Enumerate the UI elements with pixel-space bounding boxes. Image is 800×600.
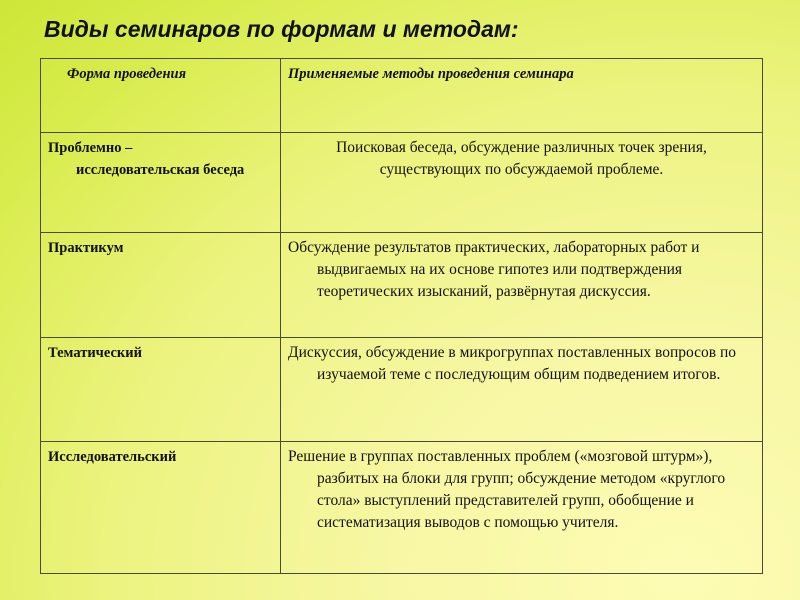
table-row: [41, 442, 763, 574]
row-form: [41, 133, 281, 233]
row-methods: Обсуждение результатов практических, лабораторных работ и выдвигаемых на их основе гипотез или подтверждения теоретических изысканий, развёрнутая дискуссия.: [281, 233, 763, 338]
seminar-forms-table: [40, 58, 763, 574]
row-methods: Решение в группах поставленных проблем («мозговой штурм»), разбитых на блоки для групп; обсуждение методом «круглого стола» выступлений представителей групп, обобщение и систематизация выводов с помощью учителя.: [281, 442, 763, 574]
row-form: Исследовательский: [41, 442, 281, 574]
table-row: [41, 338, 763, 442]
row-methods: Поисковая беседа, обсуждение различных точек зрения, существующих по обсуждаемой проблеме.: [281, 133, 763, 233]
table-row: [41, 233, 763, 338]
row-form: Тематический: [41, 338, 281, 442]
table-header-row: [41, 59, 763, 133]
slide-title: Виды семинаров по формам и методам:: [44, 16, 519, 42]
row-form: Практикум: [41, 233, 281, 338]
table-row: [41, 133, 763, 233]
row-form-line2: исследовательская беседа: [76, 162, 245, 178]
row-methods: Дискуссия, обсуждение в микрогруппах поставленных вопросов по изучаемой теме с последующим общим подведением итогов.: [281, 338, 763, 442]
header-form: Форма проведения: [41, 59, 281, 133]
row-form-line1: Проблемно –: [48, 140, 133, 156]
header-methods: Применяемые методы проведения семинара: [281, 59, 763, 133]
